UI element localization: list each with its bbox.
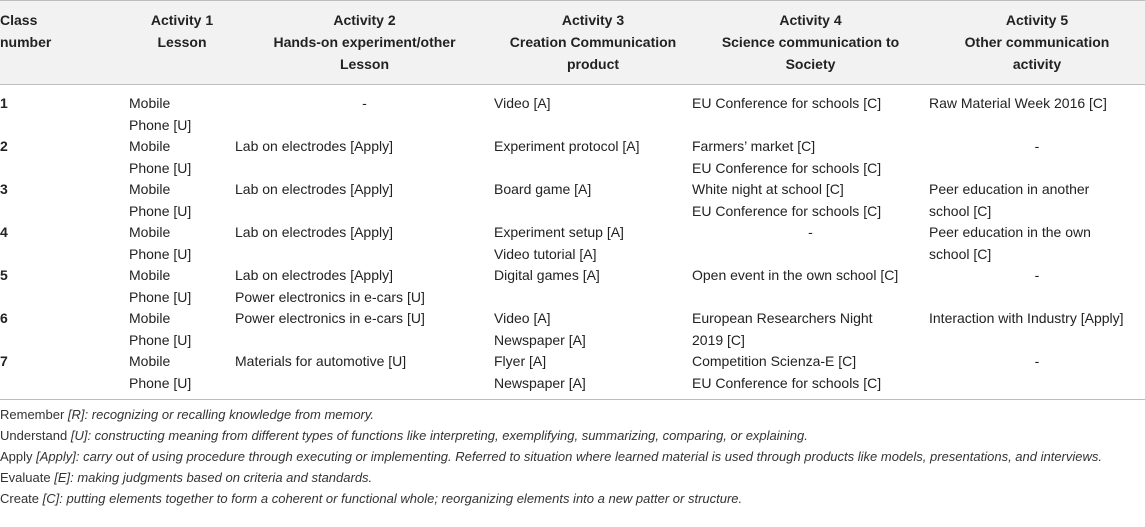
footnote-tag: [Apply]	[36, 449, 76, 464]
activity-2-cell	[235, 308, 494, 351]
cell-line: -	[362, 95, 367, 111]
activity-5-cell	[929, 222, 1145, 265]
cell-line: Mobile	[129, 353, 171, 369]
header-line: activity	[1012, 56, 1062, 72]
cell-line: Digital games [A]	[494, 267, 600, 283]
table-row	[0, 136, 1145, 179]
cell-line: Farmers’ market [C]	[692, 138, 816, 154]
cell-line: White night at school [C]	[692, 181, 844, 197]
cell-line: European Researchers Night	[692, 310, 873, 326]
activity-1-cell	[129, 308, 235, 351]
header-line: product	[566, 56, 620, 72]
header-activity-5	[929, 1, 1145, 85]
cell-line: Phone [U]	[129, 331, 192, 348]
cell-line: Phone [U]	[129, 202, 192, 219]
activity-4-cell	[692, 265, 929, 308]
cell-line: -	[1034, 353, 1040, 369]
footnote-definition: : recognizing or recalling knowledge from memory.	[84, 407, 375, 422]
cell-line: Peer education in another	[929, 181, 1090, 197]
cell-line: EU Conference for schools [C]	[692, 374, 882, 391]
cell-line: -	[1034, 138, 1040, 154]
header-line: Other communication	[964, 34, 1110, 50]
cell-line: EU Conference for schools [C]	[692, 159, 882, 176]
header-line: Science communication to	[721, 34, 900, 50]
cell-line: 2019 [C]	[692, 331, 745, 348]
header-line: Society	[785, 56, 836, 72]
activity-5-cell	[929, 308, 1145, 351]
table-row	[0, 85, 1145, 137]
cell-line: Lab on electrodes [Apply]	[235, 181, 393, 197]
cell-line: Mobile	[129, 310, 171, 326]
activity-3-cell	[494, 222, 692, 265]
activity-2-cell	[235, 265, 494, 308]
cell-line: -	[1034, 267, 1040, 283]
cell-line: Experiment protocol [A]	[494, 138, 640, 154]
cell-line: Mobile	[129, 267, 171, 283]
header-activity-3	[494, 1, 692, 85]
activity-4-cell	[692, 222, 929, 265]
activity-5-cell	[929, 85, 1145, 137]
footnote	[0, 446, 1145, 467]
cell-line: Phone [U]	[129, 245, 192, 262]
footnote-term: Remember	[0, 407, 68, 422]
activity-3-cell	[494, 351, 692, 400]
cell-line: Power electronics in e-cars [U]	[235, 310, 425, 326]
cell-line: Peer education in the own	[929, 224, 1091, 240]
activity-5-cell	[929, 136, 1145, 179]
cell-line: Lab on electrodes [Apply]	[235, 224, 393, 240]
cell-line: Video tutorial [A]	[494, 245, 597, 262]
cell-line: EU Conference for schools [C]	[692, 95, 882, 111]
activity-1-cell	[129, 85, 235, 137]
header-line: Hands-on experiment/other	[273, 34, 456, 50]
activity-2-cell	[235, 136, 494, 179]
header-line: Activity 5	[1005, 12, 1069, 28]
header-line: number	[0, 34, 52, 50]
class-number-cell: 6	[0, 310, 8, 326]
cell-line: Experiment setup [A]	[494, 224, 624, 240]
cell-line: Interaction with Industry [Apply]	[929, 310, 1124, 326]
cell-line: Video [A]	[494, 95, 551, 111]
activity-3-cell	[494, 179, 692, 222]
activity-4-cell	[692, 351, 929, 400]
cell-line: Mobile	[129, 181, 171, 197]
class-number-cell: 1	[0, 95, 8, 111]
cell-line: Flyer [A]	[494, 353, 547, 369]
cell-line: Materials for automotive [U]	[235, 353, 407, 369]
header-activity-1	[129, 1, 235, 85]
cell-line: Phone [U]	[129, 288, 192, 305]
footnote-definition: : carry out of using procedure through executing or implementing. Referred to situation where learned material is used through products like models, presentations, and interviews.	[75, 449, 1102, 464]
cell-line: Phone [U]	[129, 116, 192, 133]
activity-2-cell	[235, 222, 494, 265]
class-number-cell: 7	[0, 351, 129, 400]
cell-line: Video [A]	[494, 310, 551, 326]
cell-line: EU Conference for schools [C]	[692, 202, 882, 219]
header-class-number	[0, 1, 129, 85]
cell-line: Phone [U]	[129, 159, 192, 176]
footnote-tag: [C]	[42, 491, 60, 506]
activity-3-cell	[494, 85, 692, 137]
table-row	[0, 308, 1145, 351]
table-row	[0, 351, 1145, 400]
table-row	[0, 222, 1145, 265]
activity-1-cell	[129, 222, 235, 265]
header-line: Activity 3	[561, 12, 625, 28]
cell-line: Raw Material Week 2016 [C]	[929, 95, 1107, 111]
activity-4-cell	[692, 179, 929, 222]
cell-line: Power electronics in e-cars [U]	[235, 288, 425, 305]
header-line: Class	[0, 12, 38, 28]
footnote-tag: [E]	[54, 470, 71, 485]
activity-1-cell	[129, 265, 235, 308]
activity-4-cell	[692, 136, 929, 179]
cell-line: school [C]	[929, 245, 992, 262]
cell-line: Competition Scienza-E [C]	[692, 353, 857, 369]
table-body	[0, 85, 1145, 400]
footnote	[0, 488, 1145, 509]
activity-1-cell	[129, 136, 235, 179]
cell-line: Newspaper [A]	[494, 374, 586, 391]
header-line: Activity 4	[779, 12, 842, 28]
cell-line: Open event in the own school [C]	[692, 267, 899, 283]
activity-3-cell	[494, 308, 692, 351]
footnote-term: Apply	[0, 449, 37, 464]
activity-5-cell	[929, 351, 1145, 400]
header-activity-2	[235, 1, 494, 85]
cell-line: Board game [A]	[494, 181, 592, 197]
table-row	[0, 179, 1145, 222]
footnote-tag: [U]	[70, 428, 88, 443]
footnote-term: Create	[0, 491, 43, 506]
cell-line: Mobile	[129, 224, 171, 240]
footnote	[0, 404, 1145, 425]
cell-line: Lab on electrodes [Apply]	[235, 267, 393, 283]
activity-1-cell	[129, 351, 235, 400]
table-header-row	[0, 1, 1145, 85]
footnote-definition: : putting elements together to form a coherent or functional whole; reorganizing elements into a new patter or structure.	[59, 491, 743, 506]
footnote-definition: : constructing meaning from different types of functions like interpreting, exemplifying, summarizing, comparing, or explaining.	[87, 428, 808, 443]
footnote-term: Evaluate	[0, 470, 55, 485]
class-number-cell: 2	[0, 138, 8, 154]
header-line: Activity 1	[150, 12, 214, 28]
activity-1-cell	[129, 179, 235, 222]
cell-line: Lab on electrodes [Apply]	[235, 138, 393, 154]
activity-2-cell	[235, 179, 494, 222]
activity-2-cell	[235, 351, 494, 400]
footnote-tag: [R]	[67, 407, 85, 422]
activity-5-cell	[929, 179, 1145, 222]
table-row	[0, 265, 1145, 308]
cell-line: school [C]	[929, 202, 992, 219]
class-number-cell: 3	[0, 181, 8, 197]
cell-line: Mobile	[129, 138, 171, 154]
header-line: Creation Communication	[509, 34, 677, 50]
header-line: Lesson	[157, 34, 207, 50]
footnote	[0, 467, 1145, 488]
cell-line: Mobile	[129, 95, 171, 111]
header-line: Activity 2	[333, 12, 396, 28]
activity-3-cell	[494, 265, 692, 308]
activity-5-cell	[929, 265, 1145, 308]
table-footnotes	[0, 404, 1145, 509]
footnote	[0, 425, 1145, 446]
footnote-definition: : making judgments based on criteria and standards.	[70, 470, 373, 485]
header-activity-4	[692, 1, 929, 85]
class-number-cell: 4	[0, 224, 8, 240]
cell-line: Newspaper [A]	[494, 331, 586, 348]
cell-line: Phone [U]	[129, 374, 192, 391]
class-number-cell: 5	[0, 267, 8, 283]
activity-3-cell	[494, 136, 692, 179]
activity-4-cell	[692, 308, 929, 351]
footnote-term: Understand	[0, 428, 71, 443]
header-line: Lesson	[339, 56, 389, 72]
activity-4-cell	[692, 85, 929, 137]
cell-line: -	[808, 224, 813, 240]
activity-2-cell	[235, 85, 494, 137]
